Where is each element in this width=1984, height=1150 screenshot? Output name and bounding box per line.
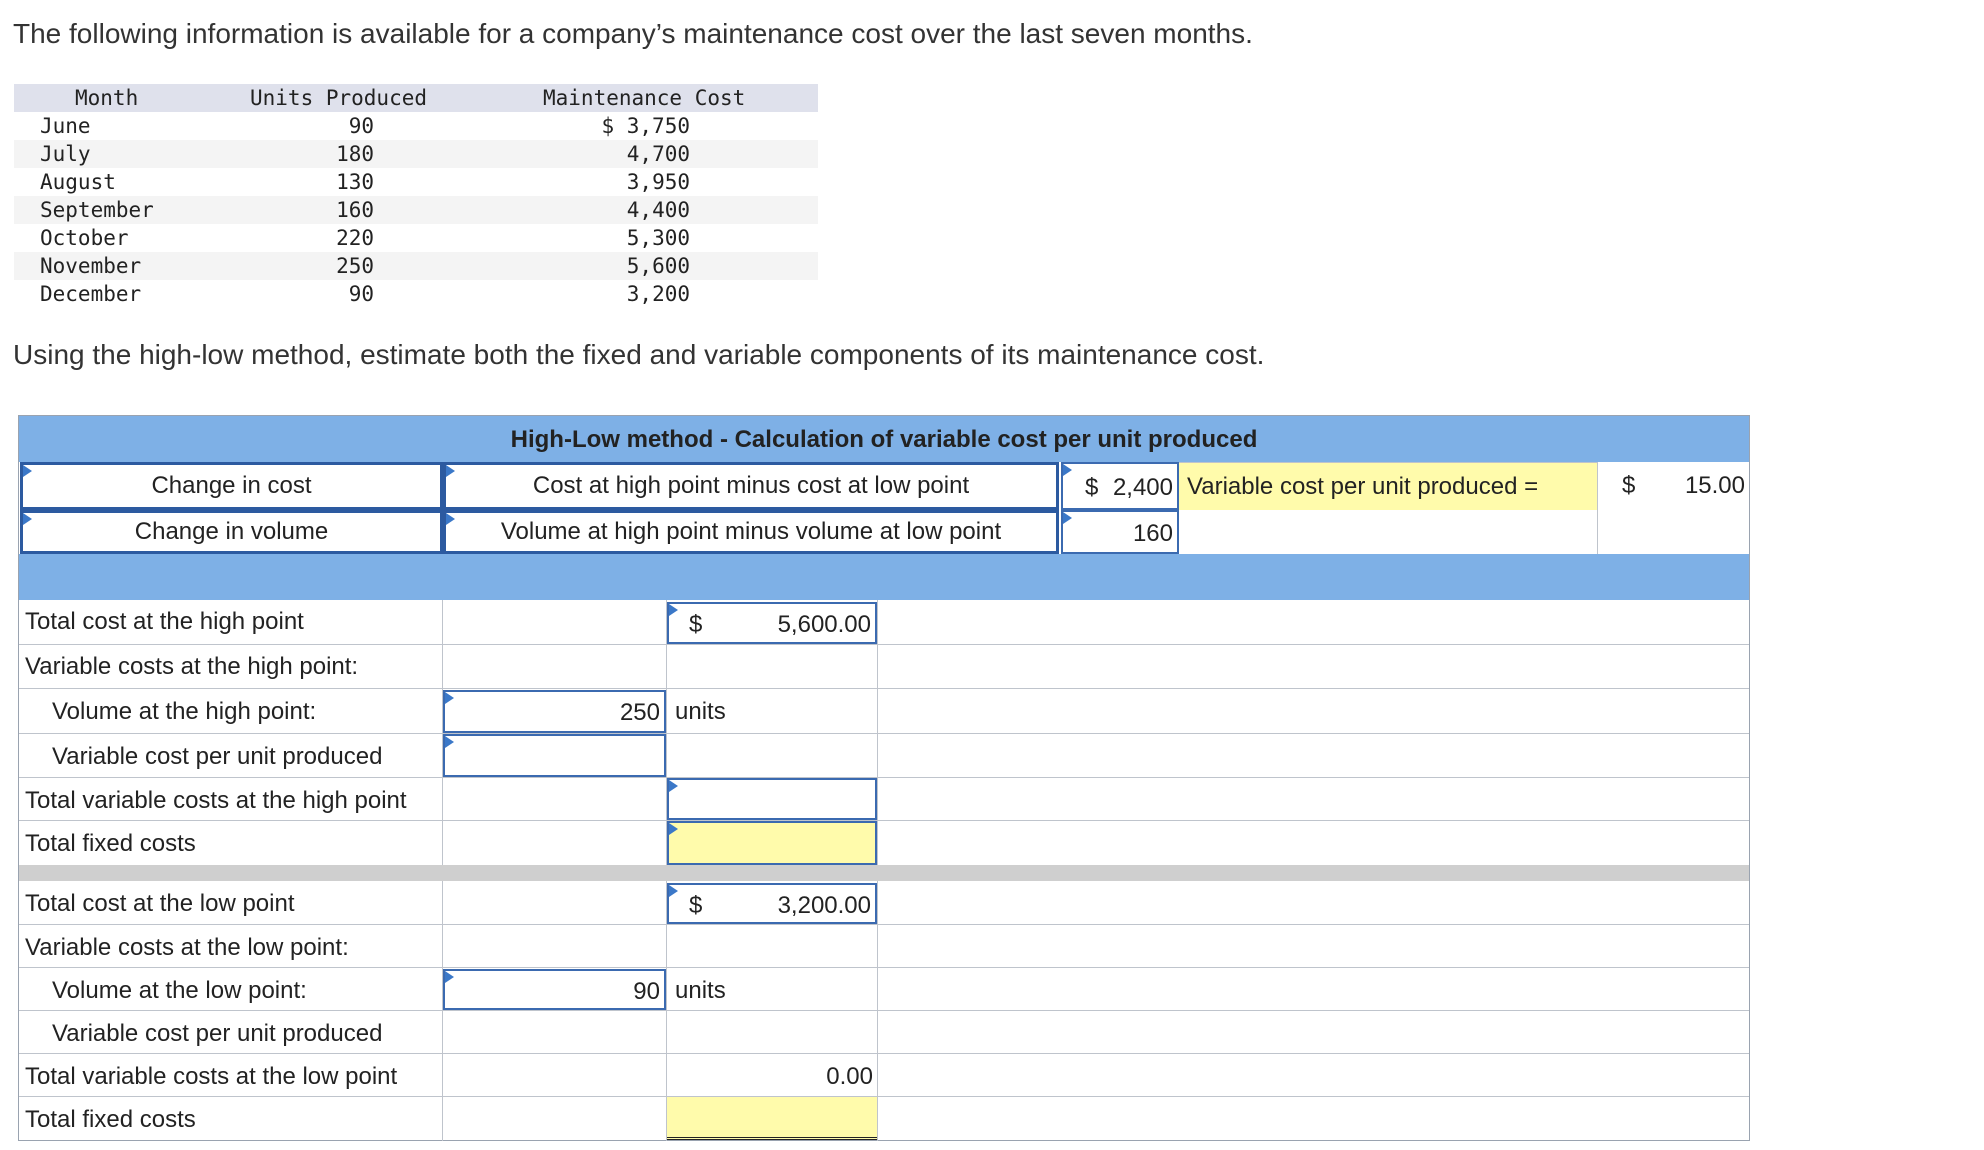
change-in-volume-input[interactable] — [1061, 510, 1179, 554]
divider — [19, 1053, 1749, 1054]
units-cell: 220 — [336, 226, 374, 250]
change-in-volume-dropdown[interactable] — [20, 510, 443, 554]
divider — [19, 924, 1749, 925]
input-marker-icon — [23, 465, 32, 477]
low-total-fixed-input[interactable] — [667, 1097, 877, 1140]
high-low-worksheet — [18, 415, 1750, 1141]
high-volume-unit: units — [675, 698, 726, 725]
cost-cell: $ 3,750 — [601, 114, 690, 138]
divider — [19, 967, 1749, 968]
input-marker-icon — [446, 513, 455, 525]
high-total-cost-value: 5,600.00 — [777, 611, 871, 638]
input-marker-icon — [445, 736, 454, 748]
high-volume-label: Volume at the high point: — [52, 698, 317, 725]
table-row — [14, 112, 818, 140]
input-marker-icon — [1063, 512, 1072, 524]
high-variable-costs-label: Variable costs at the high point: — [25, 653, 359, 680]
month-cell: October — [40, 226, 129, 250]
table-row — [14, 196, 818, 224]
question-text: Using the high-low method, estimate both the fixed and variable components of its maintenance cost. — [13, 339, 1265, 370]
low-total-variable-label: Total variable costs at the low point — [25, 1063, 398, 1090]
divider — [19, 777, 1749, 778]
cost-cell: 5,600 — [626, 254, 690, 278]
high-volume-input[interactable] — [443, 690, 666, 733]
low-volume-label: Volume at the low point: — [52, 977, 307, 1004]
separator-band — [19, 554, 1749, 600]
month-cell: July — [40, 142, 91, 166]
input-marker-icon — [445, 971, 454, 983]
input-marker-icon — [445, 692, 454, 704]
month-cell: December — [40, 282, 142, 306]
month-cell: September — [40, 198, 154, 222]
high-total-cost-input[interactable] — [667, 602, 877, 644]
input-marker-icon — [446, 465, 455, 477]
dollar-sign: $ — [689, 892, 703, 919]
low-total-cost-input[interactable] — [667, 883, 877, 924]
month-cell: August — [40, 170, 116, 194]
high-total-variable-label: Total variable costs at the high point — [25, 787, 407, 814]
high-total-cost-label: Total cost at the high point — [25, 608, 304, 635]
cost-formula-label: Cost at high point minus cost at low point — [532, 472, 970, 499]
intro-text: The following information is available for a company’s maintenance cost over the last seven months. — [13, 18, 1253, 49]
low-variable-costs-label: Variable costs at the low point: — [25, 934, 349, 961]
divider — [19, 1010, 1749, 1011]
input-marker-icon — [23, 513, 32, 525]
units-cell: 130 — [336, 170, 374, 194]
change-in-volume-value: 160 — [1132, 520, 1173, 547]
units-cell: 90 — [348, 114, 374, 138]
cost-cell: 4,700 — [626, 142, 690, 166]
divider — [19, 733, 1749, 734]
cost-cell: 3,200 — [626, 282, 690, 306]
change-in-cost-dropdown[interactable] — [20, 462, 443, 510]
low-total-fixed-label: Total fixed costs — [25, 1106, 196, 1133]
change-in-cost-value: 2,400 — [1112, 474, 1173, 501]
month-cell: June — [40, 114, 91, 138]
divider — [19, 644, 1749, 645]
maintenance-data-table — [14, 84, 818, 308]
high-total-fixed-input[interactable] — [667, 821, 877, 865]
low-volume-input[interactable] — [443, 969, 666, 1010]
high-total-variable-input[interactable] — [667, 778, 877, 820]
variable-cost-value: 15.00 — [1684, 472, 1745, 499]
change-in-volume-label: Change in volume — [134, 518, 329, 545]
header-cost: Maintenance Cost — [543, 86, 746, 110]
divider — [19, 688, 1749, 689]
cost-cell: 4,400 — [626, 198, 690, 222]
volume-formula-label: Volume at high point minus volume at low point — [500, 518, 1002, 545]
change-in-cost-input[interactable] — [1061, 462, 1179, 510]
change-in-cost-label: Change in cost — [151, 472, 312, 499]
low-volume-value: 90 — [633, 978, 660, 1005]
high-total-fixed-label: Total fixed costs — [25, 830, 196, 857]
divider — [1597, 510, 1598, 554]
table-row — [14, 224, 818, 252]
input-marker-icon — [669, 604, 678, 616]
banner-title: High-Low method - Calculation of variable cost per unit produced — [510, 426, 1258, 453]
table-header-row — [14, 84, 818, 112]
table-row — [14, 168, 818, 196]
divider — [19, 1096, 1749, 1097]
cost-formula-dropdown[interactable] — [443, 462, 1059, 510]
month-cell: November — [40, 254, 142, 278]
low-volume-unit: units — [675, 977, 726, 1004]
input-marker-icon — [669, 823, 678, 835]
high-vc-unit-input[interactable] — [443, 734, 666, 777]
grey-separator — [19, 865, 1749, 881]
low-vc-unit-label: Variable cost per unit produced — [52, 1020, 383, 1047]
cost-cell: 5,300 — [626, 226, 690, 250]
table-row — [14, 280, 818, 308]
low-total-cost-value: 3,200.00 — [777, 892, 871, 919]
units-cell: 90 — [348, 282, 374, 306]
dollar-sign: $ — [689, 611, 703, 638]
input-marker-icon — [669, 780, 678, 792]
header-month: Month — [75, 86, 139, 110]
header-units: Units Produced — [250, 86, 428, 110]
variable-cost-result — [1597, 462, 1749, 510]
volume-formula-dropdown[interactable] — [443, 510, 1059, 554]
cost-cell: 3,950 — [626, 170, 690, 194]
units-cell: 250 — [336, 254, 374, 278]
high-volume-value: 250 — [619, 699, 660, 726]
variable-cost-label: Variable cost per unit produced = — [1187, 473, 1539, 500]
low-total-cost-label: Total cost at the low point — [25, 890, 295, 917]
dollar-sign: $ — [1085, 474, 1099, 501]
low-total-variable-value: 0.00 — [826, 1063, 873, 1090]
units-cell: 180 — [336, 142, 374, 166]
table-row — [14, 252, 818, 280]
input-marker-icon — [1063, 464, 1072, 476]
units-cell: 160 — [336, 198, 374, 222]
variable-cost-label-cell — [1179, 462, 1597, 510]
dollar-sign: $ — [1622, 472, 1636, 499]
divider — [19, 820, 1749, 821]
high-vc-unit-label: Variable cost per unit produced — [52, 743, 383, 770]
input-marker-icon — [669, 885, 678, 897]
table-row — [14, 140, 818, 168]
